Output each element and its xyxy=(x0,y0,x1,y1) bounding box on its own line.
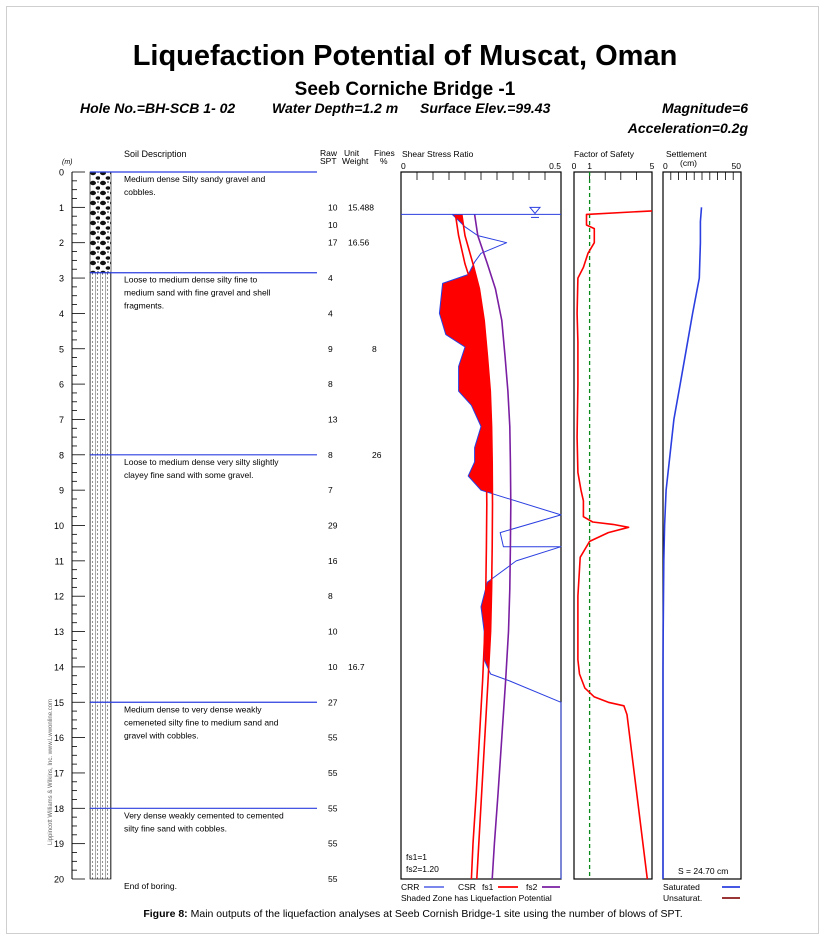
settlement-tick-label: 50 xyxy=(731,161,741,171)
spt-value: 17 xyxy=(328,237,338,248)
soil-description-line: Loose to medium dense very silty slightly xyxy=(124,456,279,467)
soil-description-line: clayey fine sand with some gravel. xyxy=(124,469,254,480)
legend-crr-label: CRR xyxy=(401,882,420,892)
spt-value: 13 xyxy=(328,414,338,425)
depth-tick-label: 18 xyxy=(53,803,64,814)
settlement-frame xyxy=(663,172,741,879)
depth-tick-label: 11 xyxy=(54,556,64,567)
stress-frame xyxy=(401,172,561,879)
depth-tick-label: 6 xyxy=(58,379,64,390)
depth-tick-label: 3 xyxy=(58,273,64,284)
soil-description-line: Loose to medium dense silty fine to xyxy=(124,274,258,285)
spt-value: 29 xyxy=(328,520,338,531)
chart-title: Liquefaction Potential of Muscat, Oman xyxy=(132,40,678,72)
depth-axis xyxy=(54,168,85,885)
shear-stress-ratio-header: Shear Stress Ratio xyxy=(402,149,474,159)
legend-unsaturated-label: Unsaturat. xyxy=(663,893,703,903)
soil-description-line: Very dense weakly cemented to cemented xyxy=(124,810,284,821)
stress-annotation: fs1=1 xyxy=(406,852,428,862)
acceleration-label: Acceleration=0.2g xyxy=(627,120,748,136)
spt-value: 7 xyxy=(328,485,333,496)
factor-of-safety-panel xyxy=(572,161,655,879)
soil-descriptions xyxy=(90,172,317,891)
soil-description-line: cobbles. xyxy=(124,187,156,197)
spt-value: 10 xyxy=(328,661,338,672)
depth-tick-label: 0 xyxy=(58,167,64,178)
spt-value: 8 xyxy=(328,379,333,390)
gravel-layer xyxy=(90,172,111,273)
soil-description-header: Soil Description xyxy=(124,149,187,159)
unit-weight-header: Unit Weight xyxy=(342,148,369,166)
depth-tick-label: 14 xyxy=(53,662,64,673)
spt-table xyxy=(328,202,382,884)
spt-value: 4 xyxy=(328,308,333,319)
strata-column xyxy=(90,172,111,879)
water-table-marker xyxy=(530,207,540,213)
spt-value: 55 xyxy=(328,767,338,778)
sand-layer xyxy=(90,455,111,702)
fs-tick-label: 0 xyxy=(571,161,577,171)
unit-weight-value: 15.488 xyxy=(348,202,374,213)
end-of-boring-label: End of boring. xyxy=(124,881,177,891)
credit-watermark: Lippincott Williams & Wilkins, Inc. www.Lwwonline.com xyxy=(48,698,54,845)
depth-tick-label: 16 xyxy=(53,733,64,744)
unit-weight-value: 16.56 xyxy=(348,237,370,248)
magnitude-label: Magnitude=6 xyxy=(662,100,748,116)
settlement-header: Settlement xyxy=(666,149,707,159)
soil-description-line: fragments. xyxy=(124,300,165,311)
spt-value: 10 xyxy=(328,626,338,637)
spt-value: 4 xyxy=(328,273,333,284)
stress-tick-label: 0.5 xyxy=(549,161,561,171)
soil-description-line: Medium dense to very dense weakly xyxy=(124,704,262,715)
depth-tick-label: 1 xyxy=(58,202,64,213)
depth-tick-label: 20 xyxy=(53,874,64,885)
depth-tick-label: 8 xyxy=(58,450,64,461)
fs-tick-label: 5 xyxy=(649,161,655,171)
legend-csr-label: CSR xyxy=(458,882,476,892)
settlement-curve xyxy=(663,207,702,879)
spt-value: 55 xyxy=(328,838,338,849)
fines-value: 8 xyxy=(372,343,377,354)
spt-value: 10 xyxy=(328,220,338,231)
depth-tick-label: 2 xyxy=(58,238,64,249)
spt-value: 9 xyxy=(328,343,333,354)
depth-tick-label: 5 xyxy=(58,344,64,355)
spt-value: 27 xyxy=(328,697,338,708)
figure-caption: Figure 8: Main outputs of the liquefaction analyses at Seeb Cornish Bridge-1 site using the number of blows of SPT. xyxy=(143,908,683,920)
legend-saturated-label: Saturated xyxy=(663,882,700,892)
settlement-total-label: S = 24.70 cm xyxy=(678,866,729,876)
spt-value: 55 xyxy=(328,803,338,814)
depth-tick-label: 13 xyxy=(53,627,64,638)
legend-fs2-label: fs2 xyxy=(526,882,538,892)
spt-value: 16 xyxy=(328,555,338,566)
spt-value: 55 xyxy=(328,732,338,743)
soil-description-line: gravel with cobbles. xyxy=(124,730,199,741)
legend xyxy=(401,882,740,903)
depth-tick-label: 19 xyxy=(53,839,64,850)
hole-label: Hole No.=BH-SCB 1- 02 xyxy=(80,100,236,116)
spt-value: 55 xyxy=(328,874,338,884)
sand-layer xyxy=(90,808,111,879)
depth-tick-label: 15 xyxy=(53,697,64,708)
settlement-panel xyxy=(663,161,741,879)
spt-value: 10 xyxy=(328,202,338,213)
depth-tick-label: 17 xyxy=(53,768,64,779)
legend-shaded-label: Shaded Zone has Liquefaction Potential xyxy=(401,893,552,903)
water-depth-label: Water Depth=1.2 m xyxy=(272,100,399,116)
unit-weight-value: 16.7 xyxy=(348,661,365,672)
depth-tick-label: 4 xyxy=(58,308,64,319)
settlement-unit-label: (cm) xyxy=(680,158,697,168)
fs-frame xyxy=(574,172,652,879)
depth-tick-label: 10 xyxy=(53,521,64,531)
depth-tick-label: 7 xyxy=(58,414,64,425)
soil-description-line: silty fine sand with cobbles. xyxy=(124,823,227,834)
soil-description-line: medium sand with fine gravel and shell xyxy=(124,287,271,298)
soil-description-line: Medium dense Silty sandy gravel and xyxy=(124,174,266,184)
depth-unit-label: (m) xyxy=(62,159,73,166)
fs-curve xyxy=(577,211,652,879)
fines-header: Fines % xyxy=(374,148,395,166)
sand-layer xyxy=(90,702,111,808)
liquefaction-shaded-zone xyxy=(439,266,492,494)
chart-subtitle: Seeb Corniche Bridge -1 xyxy=(294,79,516,100)
shear-stress-panel xyxy=(401,161,561,879)
legend-fs1-label: fs1 xyxy=(482,882,494,892)
depth-tick-label: 12 xyxy=(53,591,64,602)
depth-tick-label: 9 xyxy=(58,485,64,496)
spt-value: 8 xyxy=(328,591,333,602)
spt-value: 8 xyxy=(328,449,333,460)
raw-spt-header: Raw SPT xyxy=(320,148,338,166)
fines-value: 26 xyxy=(372,449,382,460)
settlement-tick-label: 0 xyxy=(663,161,668,171)
fs-tick-label: 1 xyxy=(587,161,592,171)
surface-elev-label: Surface Elev.=99.43 xyxy=(420,100,551,116)
stress-tick-label: 0 xyxy=(401,161,406,171)
stress-annotation: fs2=1.20 xyxy=(406,864,439,874)
soil-description-line: cemeneted silty fine to medium sand and xyxy=(124,717,279,728)
sand-layer xyxy=(90,273,111,455)
factor-of-safety-header: Factor of Safety xyxy=(574,149,634,159)
